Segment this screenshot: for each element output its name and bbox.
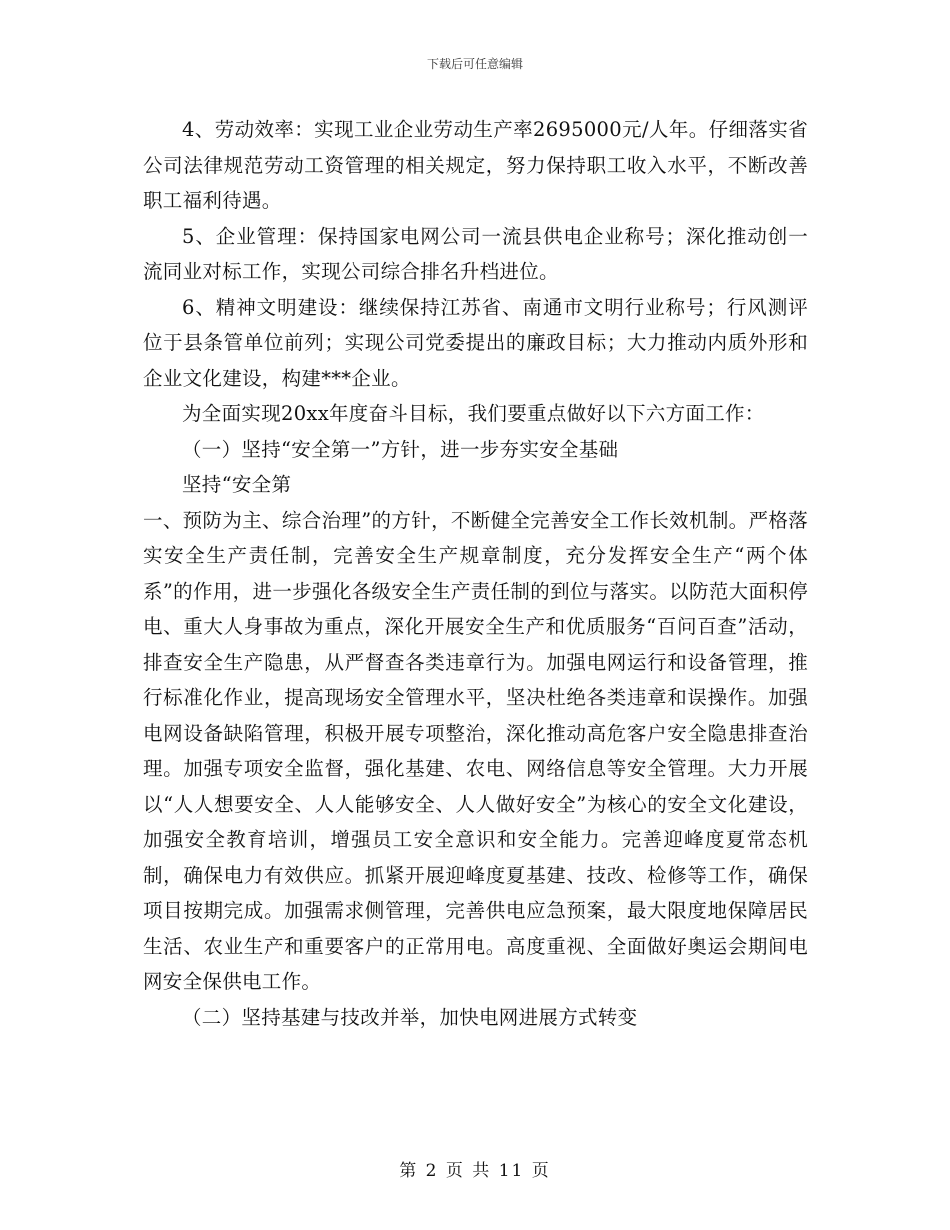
paragraph-safety-body: 一、预防为主、综合治理”的方针，不断健全完善安全工作长效机制。严格落实安全生产责任制，完善安全生产规章制度，充分发挥安全生产“两个体系”的作用，进一步强化各级安全生产责任制的到位与落实。以防范大面积停电、重大人身事故为重点，深化开展安全生产和优质服务“百问百查”活动，排查安全生产隐患，从严督查各类违章行为。加强电网运行和设备管理，推行标准化作业，提高现场安全管理水平，坚决杜绝各类违章和误操作。加强电网设备缺陷管理，积极开展专项整治，深化推动高危客户安全隐患排查治理。加强专项安全监督，强化基建、农电、网络信息等安全管理。大力开展以“人人想要安全、人人能够安全、人人做好安全”为核心的安全文化建设，加强安全教育培训，增强员工安全意识和安全能力。完善迎峰度夏常态机制，确保电力有效供应。抓紧开展迎峰度夏基建、技改、检修等工作，确保项目按期完成。加强需求侧管理，完善供电应急预案，最大限度地保障居民生活、农业生产和重要客户的正常用电。高度重视、全面做好奥运会期间电网安全保供电工作。 [143, 508, 808, 993]
section-heading-safety: （一）坚持“安全第一”方针，进一步夯实安全基础 [182, 437, 619, 461]
paragraph-spiritual-civilization: 6、精神文明建设：继续保持江苏省、南通市文明行业称号；行风测评位于县条管单位前列；实现公司党委提出的廉政目标；大力推动内质外形和企业文化建设，构建***企业。 [143, 295, 808, 390]
paragraph-enterprise-management: 5、企业管理：保持国家电网公司一流县供电企业称号；深化推动创一流同业对标工作，实现公司综合排名升档进位。 [143, 224, 808, 283]
section-heading-construction: （二）坚持基建与技改并举，加快电网进展方式转变 [182, 1005, 638, 1029]
document-body [143, 112, 808, 1035]
paragraph-labor-efficiency: 4、劳动效率：实现工业企业劳动生产率2695000元/人年。仔细落实省公司法律规范劳动工资管理的相关规定，努力保持职工收入水平，不断改善职工福利待遇。 [143, 118, 808, 212]
page-header: 下载后可任意编辑 [426, 57, 523, 71]
page-number: 第 2 页 共 11 页 [399, 1161, 551, 1181]
paragraph-goals-intro: 为全面实现20xx年度奋斗目标，我们要重点做好以下六方面工作： [182, 402, 765, 425]
paragraph-safety-lead: 坚持“安全第 [182, 473, 292, 496]
